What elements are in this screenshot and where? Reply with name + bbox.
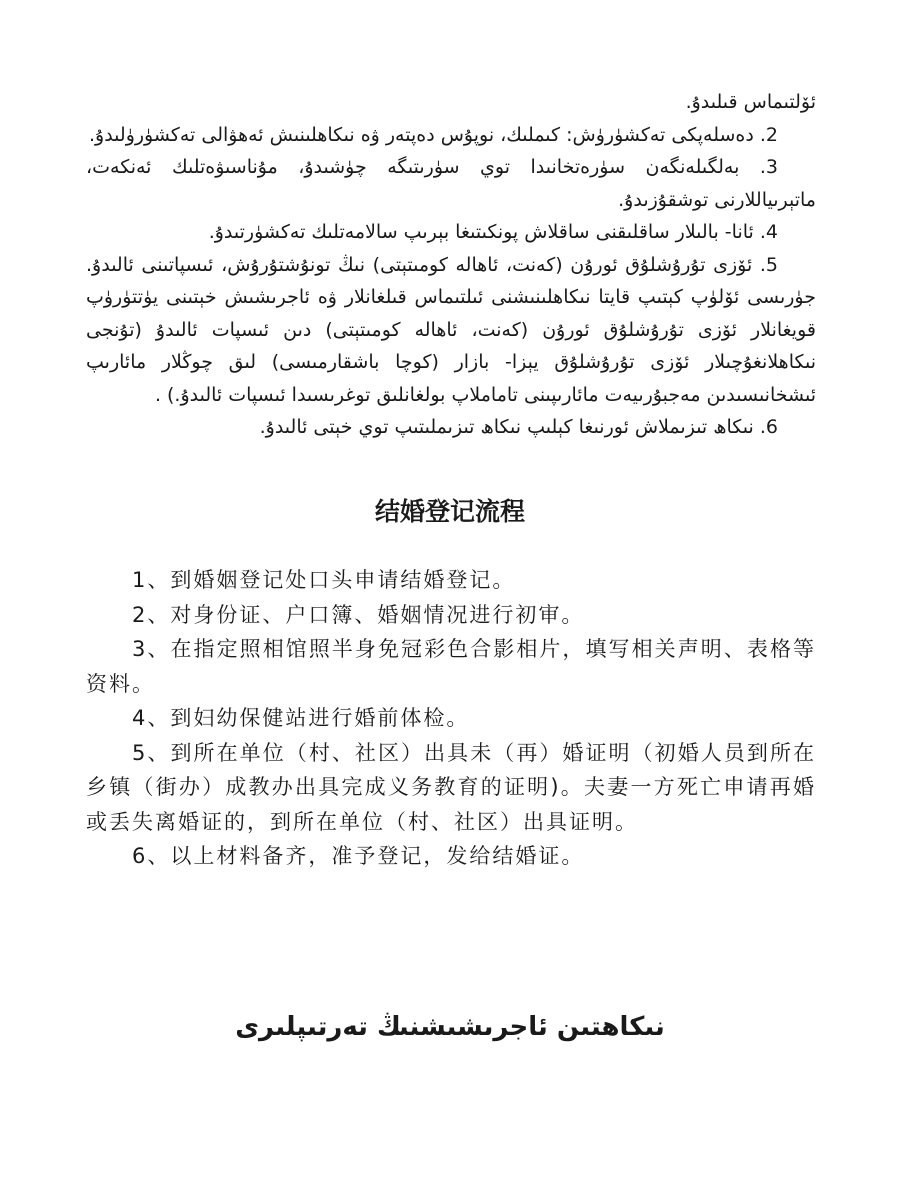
uyghur-paragraph: 4. ئانا- بالىلار ساقلىقنى ساقلاش پونكىتىغا بېرىپ سالامەتلىك تەكشۈرتىدۇ. [208, 221, 778, 243]
section-title: 结婚登记流程 [374, 497, 525, 526]
uyghur-paragraph: 6. نىكاھ تىزىملاش ئورنىغا كېلىپ نىكاھ تىزىملىتىپ توي خېتى ئالىدۇ. [259, 416, 778, 438]
chinese-paragraph: 1、到婚姻登记处口头申请结婚登记。 [132, 568, 516, 592]
uyghur-paragraph: 5. ئۆزى تۇرۇشلۇق ئورۇن (كەنت، ئاھالە كومىتېتى) نىڭ تونۇشتۇرۇش، ئىسپاتىنى ئالىدۇ. جۈرىسى ئۆلۈپ كېتىپ قايتا نىكاھلىنىشنى ئىلتىماس قىلغانلار ۋە ئاجرىشىش خېتىنى يۈتتۈرۈپ قويغانلار ئۆزى تۇرۇشلۇق ئورۇن (كەنت، ئاھالە كومىتېتى) دىن ئىسپات ئالىدۇ (تۇنجى نىكاھلانغۇچىلار ئۆزى تۇرۇشلۇق يېزا- بازار (كوچا باشقارمىسى) لىق چوڭلار مائارىپ ئىشخانىسىدىن مەجبۇرىيەت مائارىپىنى تاماملاپ بولغانلىق توغرىسىدا ئىسپات ئالىدۇ.) . [86, 253, 816, 406]
chinese-paragraph: 6、以上材料备齐，准予登记，发给结婚证。 [132, 844, 585, 868]
uyghur-section-title: نىكاھتىن ئاجرىشىشنىڭ تەرتىپلىرى [235, 1012, 665, 1042]
chinese-paragraph: 4、到妇幼保健站进行婚前体检。 [132, 706, 470, 730]
uyghur-paragraph: ئۆلتىماس قىلىدۇ. [685, 91, 816, 113]
uyghur-paragraph: 2. دەسلەپكى تەكشۈرۈش: كىملىك، نوپۇس دەپتەر ۋە نىكاھلىنىش ئەھۋالى تەكشۈرۈلىدۇ. [88, 123, 778, 146]
uyghur-paragraph: 3. بەلگىلەنگەن سۈرەتخانىدا توي سۈرىتىگە چۈشىدۇ، مۇناسىۋەتلىك ئەنكەت، ماتېرىياللارنى توشقۇزىدۇ. [86, 156, 816, 211]
uyghur-marriage-steps [86, 86, 816, 444]
chinese-paragraph: 2、对身份证、户口簿、婚姻情况进行初审。 [132, 602, 585, 627]
chinese-paragraph: 5、到所在单位（村、社区）出具未（再）婚证明（初婚人员到所在乡镇（街办）成教办出具完成义务教育的证明)。夫妻一方死亡申请再婚或丢失离婚证的，到所在单位（村、社区）出具证明。 [86, 740, 816, 834]
chinese-marriage-steps [86, 563, 816, 874]
chinese-paragraph: 3、在指定照相馆照半身免冠彩色合影相片，填写相关声明、表格等资料。 [86, 637, 816, 696]
